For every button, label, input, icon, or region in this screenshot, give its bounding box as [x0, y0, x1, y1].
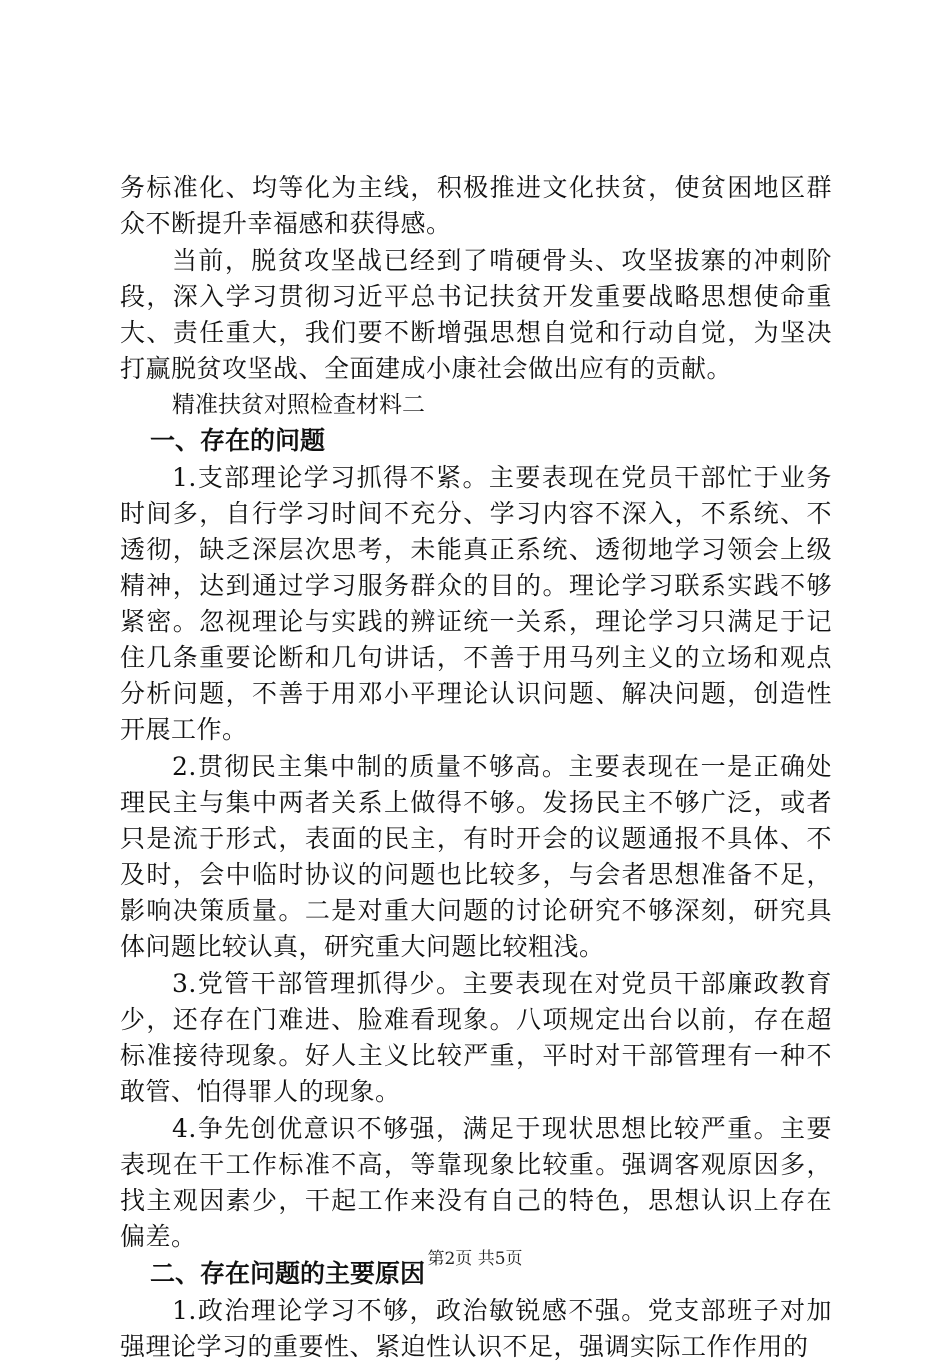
- paragraph-item-1: 1.支部理论学习抓得不紧。主要表现在党员干部忙于业务时间多，自行学习时间不充分、学习内容不深入，不系统、不透彻，缺乏深层次思考，未能真正系统、透彻地学习领会上级精神，达到通过学习服务群众的目的。理论学习联系实践不够紧密。忽视理论与实践的辨证统一关系，理论学习只满足于记住几条重要论断和几句讲话，不善于用马列主义的立场和观点分析问题，不善于用邓小平理论认识问题、解决问题，创造性开展工作。: [120, 463, 832, 744]
- paragraph-continuation: 务标准化、均等化为主线，积极推进文化扶贫，使贫困地区群众不断提升幸福感和获得感。: [120, 173, 832, 238]
- document-body: [120, 170, 832, 1366]
- section-heading-problems: 一、存在的问题: [150, 426, 326, 455]
- paragraph-item-3: 3.党管干部管理抓得少。主要表现在对党员干部廉政教育少，还存在门难进、脸难看现象。八项规定出台以前，存在超标准接待现象。好人主义比较严重，平时对干部管理有一种不敢管、怕得罪人的现象。: [120, 969, 832, 1106]
- section-heading-causes: 二、存在问题的主要原因: [150, 1259, 426, 1288]
- paragraph-current-stage: 当前，脱贫攻坚战已经到了啃硬骨头、攻坚拔寨的冲刺阶段，深入学习贯彻习近平总书记扶贫开发重要战略思想使命重大、责任重大，我们要不断增强思想自觉和行动自觉，为坚决打赢脱贫攻坚战、全面建成小康社会做出应有的贡献。: [120, 246, 832, 383]
- paragraph-cause-1: 1.政治理论学习不够，政治敏锐感不强。党支部班子对加强理论学习的重要性、紧迫性认识不足，强调实际工作作用的: [120, 1296, 832, 1361]
- paragraph-item-2: 2.贯彻民主集中制的质量不够高。主要表现在一是正确处理民主与集中两者关系上做得不够。发扬民主不够广泛，或者只是流于形式，表面的民主，有时开会的议题通报不具体、不及时，会中临时协议的问题也比较多，与会者思想准备不足，影响决策质量。二是对重大问题的讨论研究不够深刻，研究具体问题比较认真，研究重大问题比较粗浅。: [120, 752, 832, 961]
- page-number-footer: 第2页 共5页: [427, 1249, 523, 1269]
- document-subtitle: 精准扶贫对照检查材料二: [172, 392, 425, 418]
- paragraph-item-4: 4.争先创优意识不够强，满足于现状思想比较严重。主要表现在干工作标准不高，等靠现象比较重。强调客观原因多，找主观因素少，干起工作来没有自己的特色，思想认识上存在偏差。: [120, 1114, 832, 1251]
